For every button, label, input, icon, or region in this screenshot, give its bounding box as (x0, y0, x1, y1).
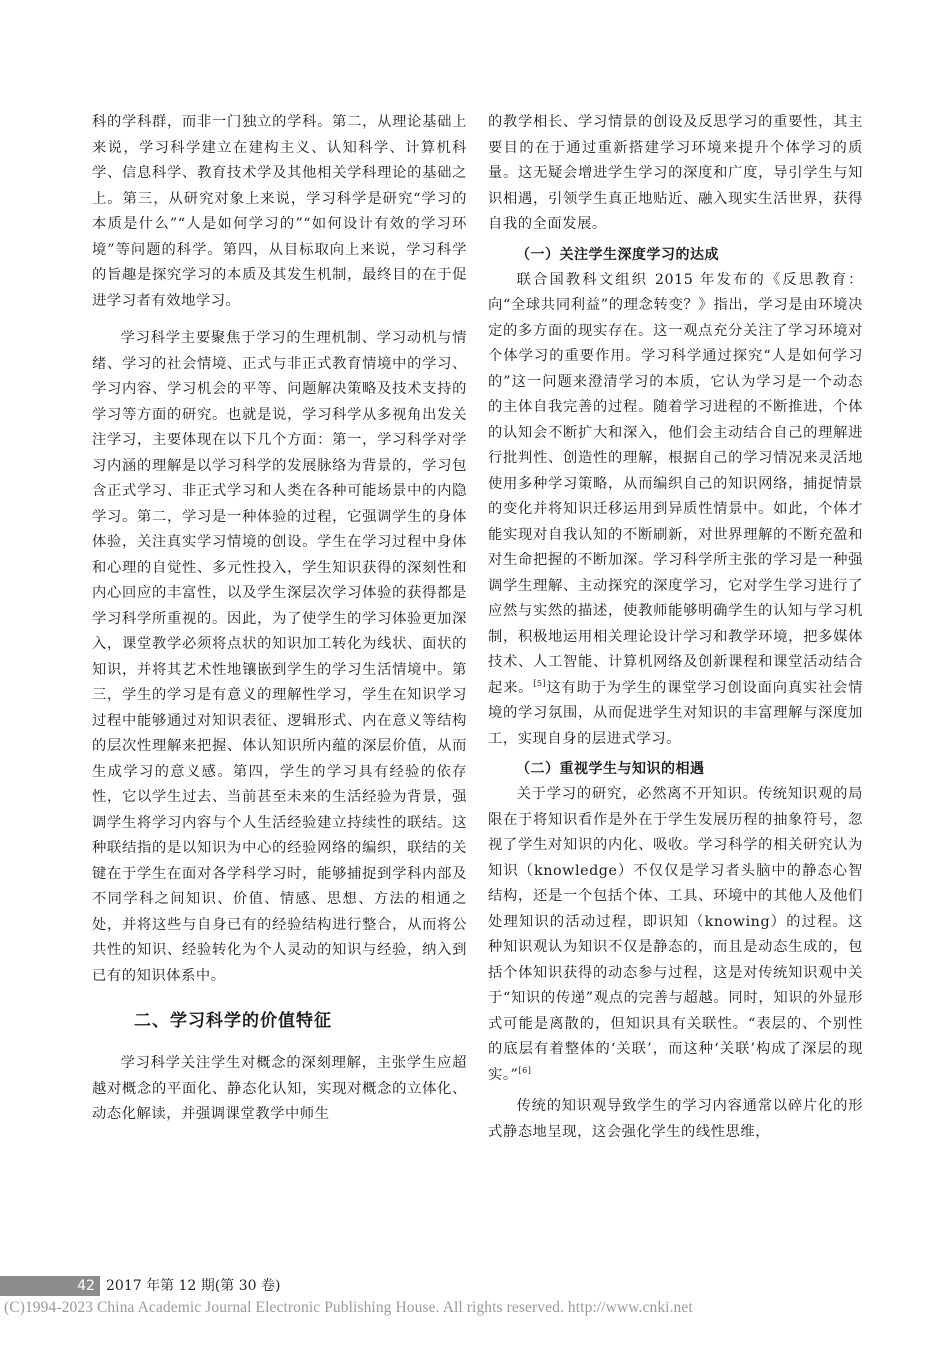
page-number: 42 (77, 1278, 95, 1294)
paragraph-text: 这有助于为学生的课堂学习创设面向真实社会情境的学习氛围，从而促进学生对知识的丰富理解与深度加工，实现自身的层进式学习。 (488, 679, 863, 747)
subsection-heading: （一）关注学生深度学习的达成 (516, 246, 719, 263)
body-paragraph (488, 268, 863, 753)
left-column (92, 110, 467, 1128)
copyright-watermark: (C)1994-2023 China Academic Journal Electronic Publishing House. All rights reserved. http://www.cnki.net (4, 1299, 693, 1316)
citation-marker: [5] (533, 678, 547, 688)
body-paragraph: 学习科学主要聚焦于学习的生理机制、学习动机与情绪、学习的社会情境、正式与非正式教育情境中的学习、学习内容、学习机会的平等、问题解决策略及技术支持的学习等方面的研究。也就是说，学习科学从多视角出发关注学习，主要体现在以下几个方面：第一，学习科学对学习内涵的理解是以学习科学的发展脉络为背景的，学习包含正式学习、非正式学习和人类在各种可能场景中的内隐学习。第二，学习是一种体验的过程，它强调学生的身体体验，关注真实学习情境的创设。学生在学习过程中身体和心理的自觉性、多元性投入，学生知识获得的深刻性和内心回应的丰富性，以及学生深层次学习体验的获得都是学习科学所重视的。因此，为了使学生的学习体验更加深入，课堂教学必须将点状的知识加工转化为线状、面状的知识，并将其艺术性地镶嵌到学生的学习生活情境中。第三，学生的学习是有意义的理解性学习，学生在知识学习过程中能够通过对知识表征、逻辑形式、内在意义等结构的层次性理解来把握、体认知识所内蕴的深层价值，从而生成学习的意义感。第四，学生的学习具有经验的依存性，它以学生过去、当前甚至未来的生活经验为背景，强调学生将学习内容与个人生活经验建立持续性的联结。这种联结指的是以知识为中心的经验网络的编织，联结的关键在于学生在面对各学科学习时，能够捕捉到学科内部及不同学科之间知识、价值、情感、思想、方法的相通之处，并将这些与自身已有的经验结构进行整合，从而将公共性的知识、经验转化为个人灵动的知识与经验，纳入到已有的知识体系中。 (92, 330, 467, 984)
section-heading: 二、学习科学的价值特征 (134, 1011, 332, 1031)
issue-info: 2017 年第 12 期(第 30 卷) (106, 1278, 281, 1294)
body-paragraph: 科的学科群，而非一门独立的学科。第二，从理论基础上来说，学习科学建立在建构主义、认知科学、计算机科学、信息科学、教育技术学及其他相关学科理论的基础之上。第三，从研究对象上来说，学习科学是研究“学习的本质是什么”“人是如何学习的”“如何设计有效的学习环境”等问题的科学。第四，从目标取向上来说，学习科学的旨趣是探究学习的本质及其发生机制，最终目的在于促进学习者有效地学习。 (92, 114, 467, 309)
paragraph-text: 联合国教科文组织 2015 年发布的《反思教育：向“全球共同利益”的理念转变？》指出，学习是由环境决定的多方面的现实存在。这一观点充分关注了学习环境对个体学习的重要作用。学习科学通过探究“人是如何学习的”这一问题来澄清学习的本质，它认为学习是一个动态的主体自我完善的过程。随着学习进程的不断推进，个体的认知会不断扩大和深入，他们会主动结合自己的理解进行批判性、创造性的理解，根据自己的学习情况来灵活地使用多种学习策略，从而编织自己的知识网络，捕捉情景的变化并将知识迁移运用到异质性情景中。如此，个体才能实现对自我认知的不断刷新，对世界理解的不断充盈和对生命把握的不断加深。学习科学所主张的学习是一种强调学生理解、主动探究的深度学习，它对学生学习进行了应然与实然的描述，使教师能够明确学生的认知与学习机制，积极地运用相关理论设计学习和教学环境，把多媒体技术、人工智能、计算机网络及创新课程和课堂活动结合起来。 (488, 271, 863, 696)
body-paragraph (488, 782, 863, 1088)
subsection-heading: （二）重视学生与知识的相遇 (516, 761, 705, 777)
right-column (488, 110, 863, 1145)
body-paragraph: 的教学相长、学习情景的创设及反思学习的重要性，其主要目的在于通过重新搭建学习环境来提升个体学习的质量。这无疑会增进学生学习的深度和广度，导引学生与知识相遇，引领学生真正地贴近、融入现实生活世界，获得自我的全面发展。 (488, 114, 863, 232)
body-paragraph: 传统的知识观导致学生的学习内容通常以碎片化的形式静态地呈现，这会强化学生的线性思维， (488, 1098, 863, 1140)
paragraph-text: 关于学习的研究，必然离不开知识。传统知识观的局限在于将知识看作是外在于学生发展历程的抽象符号，忽视了学生对知识的内化、吸收。学习科学的相关研究认为知识（knowledge）不仅仅是学习者头脑中的静态心智结构，还是一个包括个体、工具、环境中的其他人及他们处理知识的活动过程，即识知（knowing）的过程。这种知识观认为知识不仅是静态的，而且是动态生成的，包括个体知识获得的动态参与过程，这是对传统知识观中关于“知识的传递”观点的完善与超越。同时，知识的外显形式可能是离散的，但知识具有关联性。“表层的、个别性的底层有着整体的‘关联’，而这种‘关联’构成了深层的现实。” (488, 786, 863, 1083)
citation-marker: [6] (518, 1065, 532, 1075)
body-paragraph: 学习科学关注学生对概念的深刻理解，主张学生应超越对概念的平面化、静态化认知，实现对概念的立体化、动态化解读，并强调课堂教学中师生 (92, 1055, 467, 1122)
